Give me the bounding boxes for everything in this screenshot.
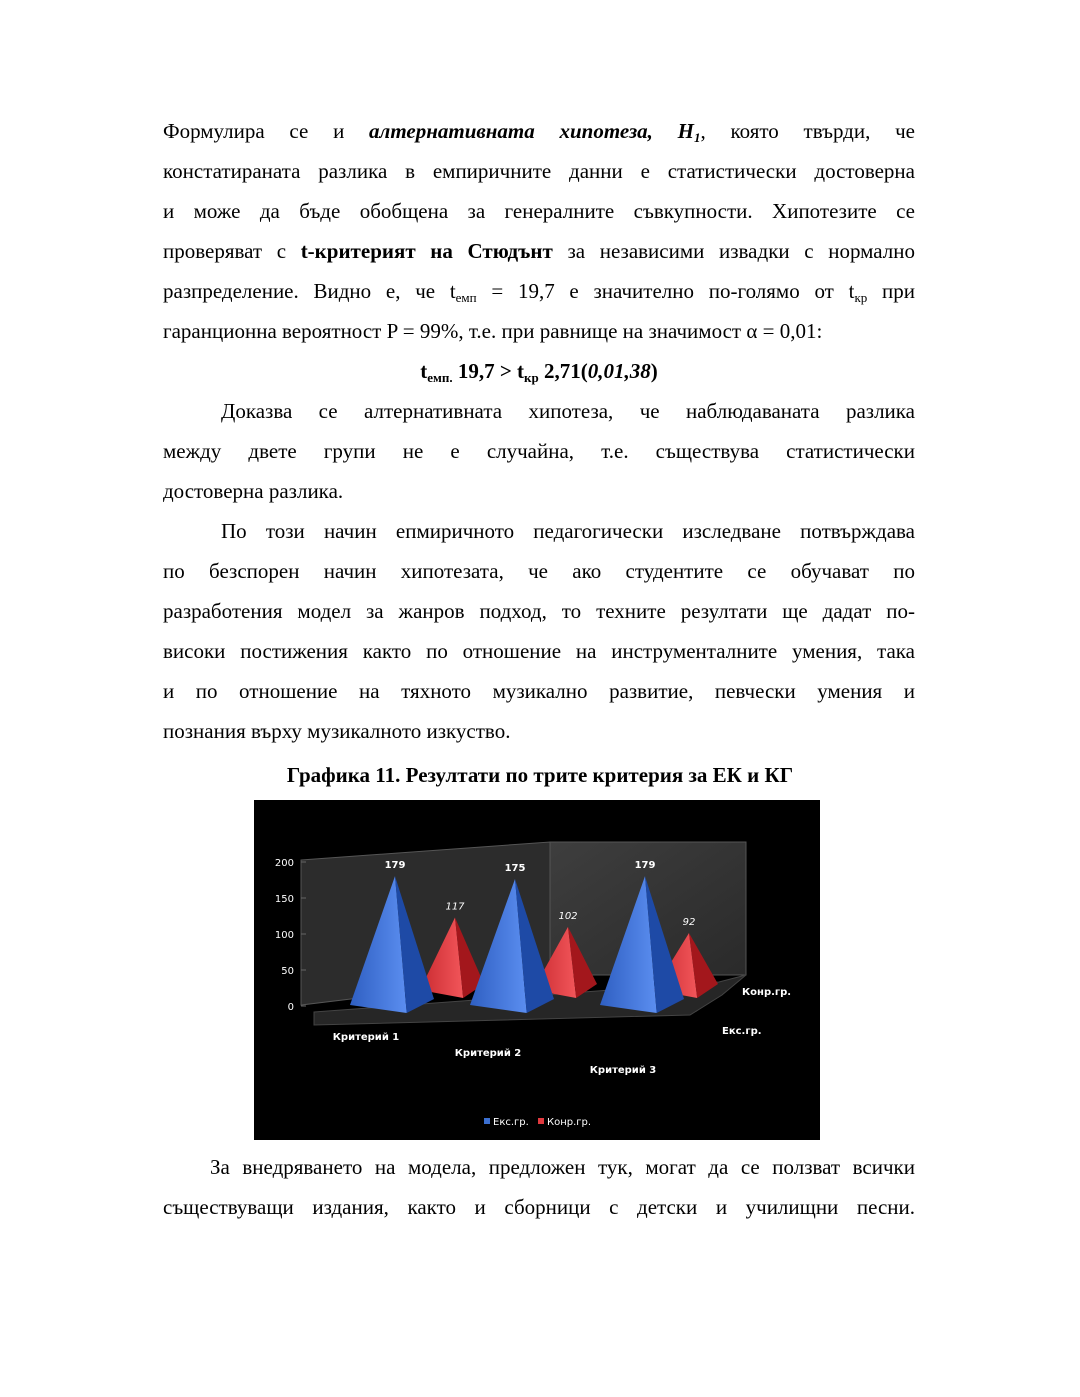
text-line: съществуващи издания, както и сборници с детски и училищни песни. — [163, 1195, 915, 1219]
legend-swatch — [484, 1118, 490, 1124]
y-tick-label: 150 — [274, 894, 294, 905]
chart-caption: Графика 11. Резултати по трите критерия за ЕК и КГ — [286, 763, 794, 787]
category-label: Критерий 3 — [589, 1065, 657, 1076]
pyramid-chart — [254, 800, 820, 1140]
text-line: високи постижения както по отношение на инструменталните умения, така — [163, 639, 915, 663]
y-tick-label: 200 — [274, 858, 294, 869]
legend-swatch — [538, 1118, 544, 1124]
legend-label: Конр.гр. — [547, 1117, 592, 1128]
text-line: констатираната разлика в емпиричните данни е статистически достоверна — [163, 159, 915, 183]
text-line: гаранционна вероятност P = 99%, т.е. при равнище на значимост α = 0,01: — [163, 319, 823, 343]
text-line: Доказва се алтернативната хипотеза, че наблюдаваната разлика — [221, 399, 915, 423]
paragraph-research-confirmation — [163, 511, 915, 751]
text-line: и може да бъде обобщена за генералните съвкупности. Хипотезите се — [163, 199, 915, 223]
text-line: по безспорен начин хипотезата, че ако студентите се обучават по — [163, 559, 915, 583]
text-line: За внедряването на модела, предложен тук, могат да се ползват всички — [210, 1155, 915, 1179]
text-line: достоверна разлика. — [163, 479, 344, 503]
paragraph-implementation — [163, 1147, 915, 1227]
chart-legend — [484, 1117, 591, 1128]
text-line: проверяват с t-критерият на Стюдънт за независими извадки с нормално — [163, 239, 915, 263]
paragraph-conclusion — [163, 391, 915, 511]
pyramid-konr-1-value-label: 117 — [445, 901, 465, 913]
y-tick-label: 100 — [274, 930, 294, 941]
text-line: и по отношение на тяхното музикално развитие, певчески умения и — [163, 679, 915, 703]
pyramid-konr-3-value-label: 92 — [682, 917, 696, 929]
pyramid-eks-2-value-label: 175 — [504, 863, 526, 874]
text-line: между двете групи не е случайна, т.е. съществува статистически — [163, 439, 915, 463]
pyramid-eks-1-value-label: 179 — [384, 860, 406, 872]
text-line: разпределение. Видно е, че $t_{емп} = 19,7$ е значително по-голямо от $t_{кр}$ при — [163, 279, 915, 305]
depth-label: Екс.гр. — [722, 1026, 762, 1037]
pyramid-eks-3-value-label: 179 — [634, 860, 656, 872]
paragraph-alternative-hypothesis — [163, 111, 915, 351]
depth-label: Конр.гр. — [742, 987, 792, 998]
category-label: Критерий 1 — [332, 1032, 400, 1043]
pyramid-konr-2-value-label: 102 — [558, 910, 578, 922]
y-tick-label: 50 — [281, 966, 294, 977]
text-line: разработения модел за жанров подход, то техните резултати ще дадат по- — [163, 599, 915, 623]
y-tick-label: 0 — [287, 1002, 294, 1013]
category-label: Критерий 2 — [454, 1048, 522, 1059]
text-line: познания върху музикалното изкуство. — [163, 719, 511, 743]
text-line: По този начин епмиричното педагогически изследване потвърждава — [221, 519, 915, 543]
formula: $t_{емп.}$ $19,7 > t_{кр}$ 2,71(0,01,38) — [420, 359, 658, 385]
legend-label: Екс.гр. — [493, 1117, 529, 1128]
text-line: Формулира се и алтернативната хипотеза, $H_1$, която твърди, че — [163, 119, 915, 145]
chart-svg — [254, 800, 820, 1140]
